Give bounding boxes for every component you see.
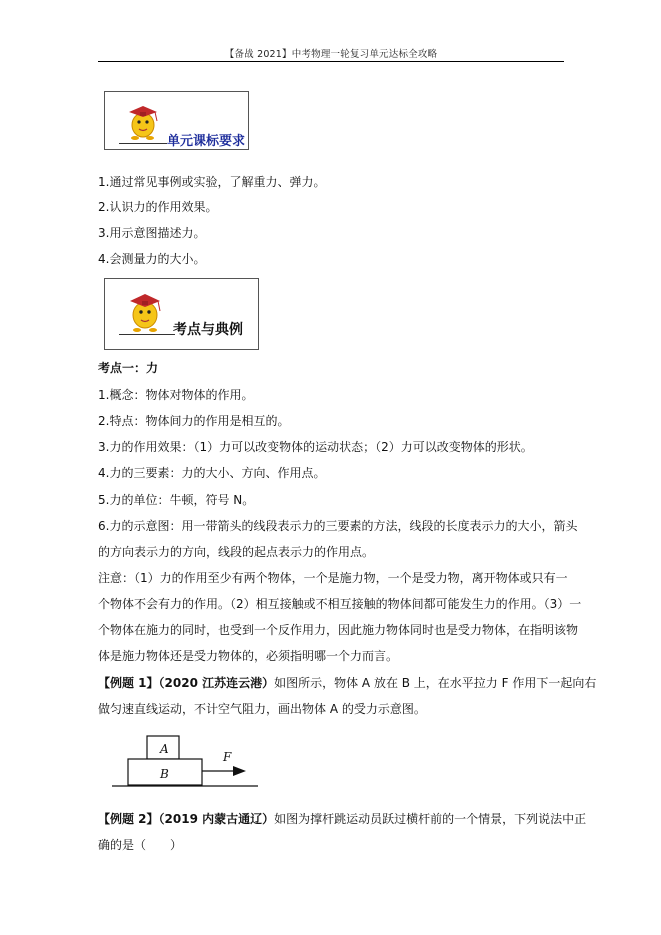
banner-underline [119, 143, 167, 144]
force-label: F [223, 750, 232, 764]
page-header: 【备战 2021】中考物理一轮复习单元达标全攻略 [224, 49, 438, 60]
example-1-line-1 [98, 676, 596, 690]
point-item: 5.力的单位：牛顿，符号 N。 [98, 493, 255, 507]
banner-title: 考点与典例 [173, 322, 243, 338]
section-title: 考点一：力 [98, 361, 159, 375]
exam-points-banner [104, 278, 259, 350]
note-line: 个物体不会有力的作用。（2）相互接触或不相互接触的物体间都可能发生力的作用。（3）一 [98, 597, 582, 611]
example-label: 【例题 1】 [98, 676, 159, 690]
point-item: 6.力的示意图：用一带箭头的线段表示力的三要素的方法，线段的长度表示力的大小，箭头 [98, 519, 578, 533]
header-rule [98, 61, 564, 62]
point-item-continued: 的方向表示力的方向，线段的起点表示力的作用点。 [98, 545, 375, 559]
note-line: 体是施力物体还是受力物体的，必须指明哪一个力而言。 [98, 649, 399, 663]
point-item: 3.力的作用效果：（1）力可以改变物体的运动状态；（2）力可以改变物体的形状。 [98, 440, 533, 454]
example-1-line-2: 做匀速直线运动，不计空气阻力，画出物体 A 的受力示意图。 [98, 702, 426, 716]
force-arrow-head [233, 766, 246, 776]
block-force-diagram [112, 730, 262, 796]
banner-title: 单元课标要求 [167, 134, 246, 149]
example-2-line-1 [98, 812, 586, 826]
example-text: 如图所示，物体 A 放在 B 上，在水平拉力 F 作用下一起向右 [274, 676, 597, 690]
block-a-label: A [160, 742, 169, 756]
note-line: 个物体在施力的同时，也受到一个反作用力，因此施力物体同时也是受力物体，在指明该物 [98, 623, 579, 637]
unit-requirements-banner [104, 91, 249, 150]
requirement-item: 1.通过常见事例或实验，了解重力、弹力。 [98, 175, 326, 189]
example-2-line-2: 确的是（ ） [98, 838, 183, 852]
block-b-label: B [160, 767, 169, 781]
note-line: 注意：（1）力的作用至少有两个物体，一个是施力物，一个是受力物，离开物体或只有一 [98, 571, 568, 585]
requirement-item: 2.认识力的作用效果。 [98, 200, 218, 214]
point-item: 2.特点：物体间力的作用是相互的。 [98, 414, 290, 428]
point-item: 4.力的三要素：力的大小、方向、作用点。 [98, 466, 326, 480]
example-text: 如图为撑杆跳运动员跃过横杆前的一个情景，下列说法中正 [274, 812, 587, 826]
example-source: （2020 江苏连云港） [158, 676, 275, 690]
requirement-item: 3.用示意图描述力。 [98, 226, 206, 240]
requirement-item: 4.会测量力的大小。 [98, 252, 206, 266]
banner-underline [119, 334, 175, 335]
example-label: 【例题 2】 [98, 812, 159, 826]
point-item: 1.概念：物体对物体的作用。 [98, 388, 254, 402]
example-source: （2019 内蒙古通辽） [158, 812, 275, 826]
